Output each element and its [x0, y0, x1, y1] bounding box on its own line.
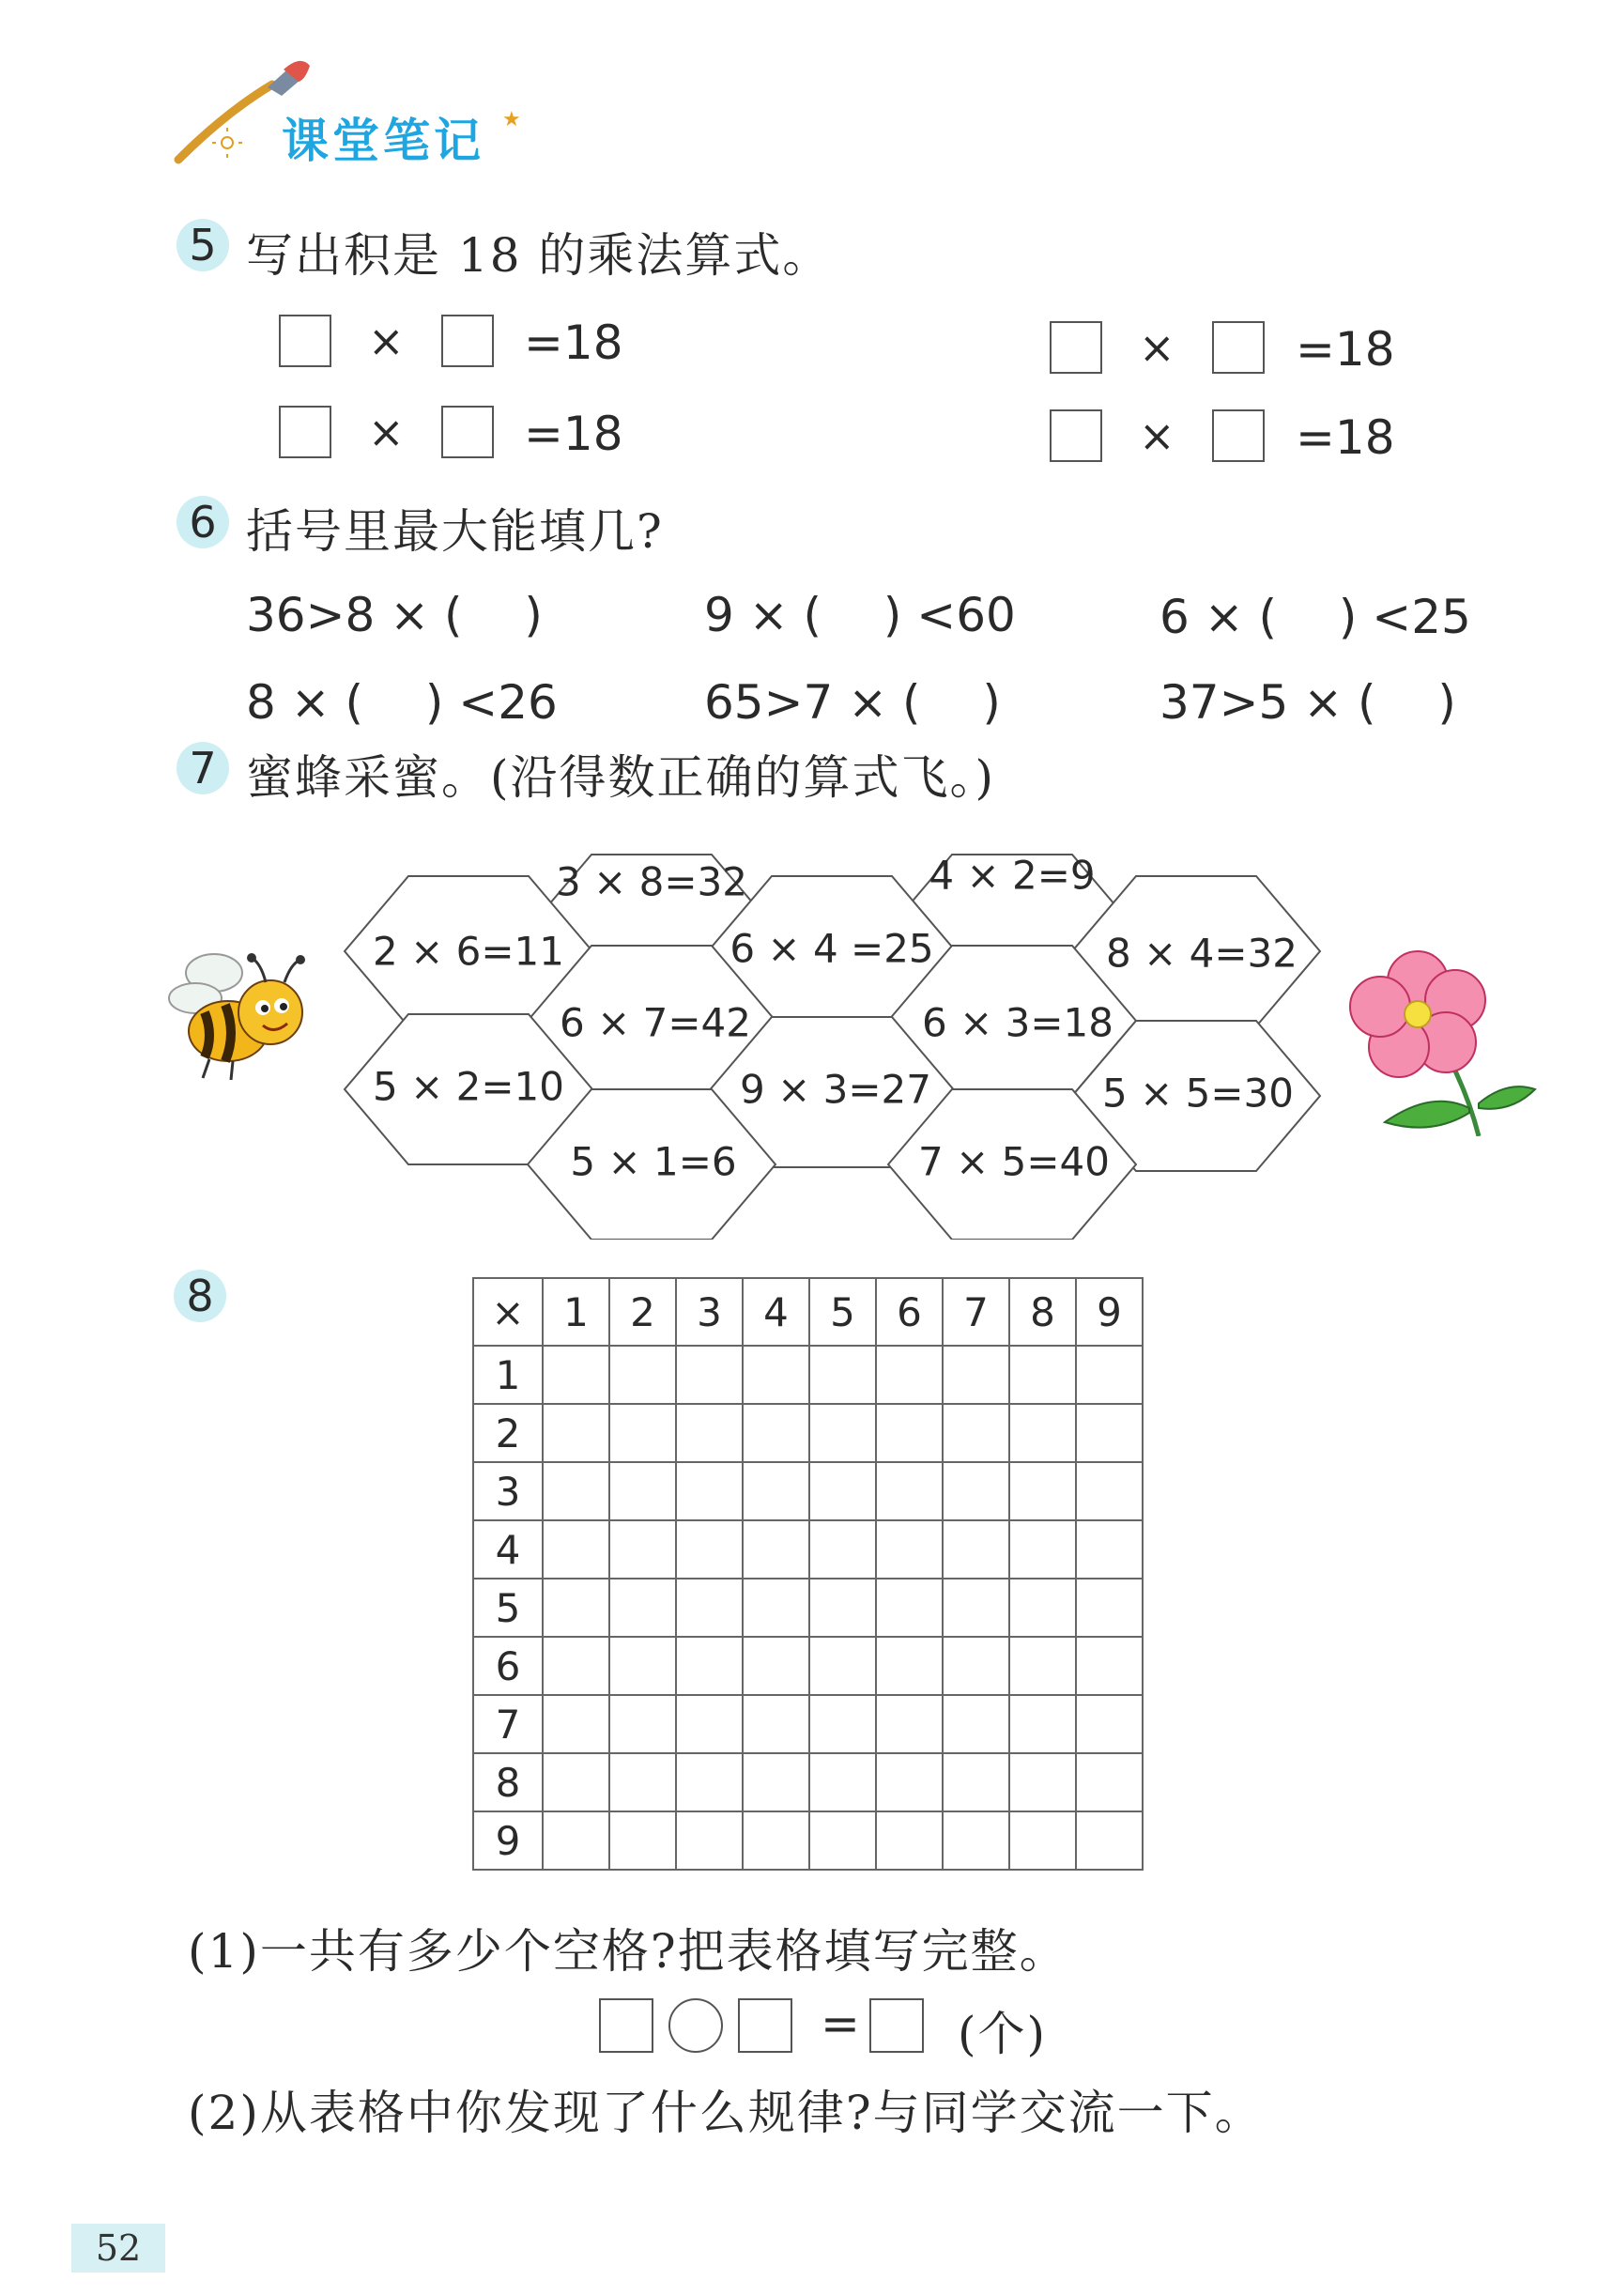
blank-cell[interactable] — [1009, 1695, 1076, 1753]
blank-cell[interactable] — [743, 1695, 809, 1753]
col-header: 3 — [676, 1278, 743, 1346]
blank-cell[interactable] — [1076, 1695, 1143, 1753]
table-row — [473, 1404, 1143, 1462]
blank-cell[interactable] — [676, 1811, 743, 1870]
row-header: 4 — [473, 1520, 543, 1579]
unit-label: (个) — [958, 2007, 1048, 2061]
hex-label-c10: 5 × 5=30 — [1102, 1070, 1294, 1117]
blank-cell[interactable] — [943, 1811, 1009, 1870]
blank-cell[interactable] — [1009, 1520, 1076, 1579]
blank-cell[interactable] — [809, 1753, 876, 1811]
blank-cell[interactable] — [1076, 1811, 1143, 1870]
table-row — [473, 1579, 1143, 1637]
blank-cell[interactable] — [676, 1462, 743, 1520]
blank-cell[interactable] — [543, 1579, 609, 1637]
table-row — [473, 1462, 1143, 1520]
equation-result: =18 — [1296, 322, 1395, 377]
col-header: 9 — [1076, 1278, 1143, 1346]
times-sign: × — [1139, 322, 1175, 373]
answer-box[interactable] — [279, 406, 331, 458]
q7-number: 7 — [177, 742, 229, 794]
blank-cell[interactable] — [676, 1404, 743, 1462]
table-row — [473, 1753, 1143, 1811]
blank-cell[interactable] — [743, 1637, 809, 1695]
blank-cell[interactable] — [676, 1579, 743, 1637]
blank-cell[interactable] — [609, 1753, 676, 1811]
q8-subquestion-1: (1)一共有多少个空格?把表格填写完整。 — [188, 1924, 1068, 1979]
blank-cell[interactable] — [676, 1520, 743, 1579]
blank-cell[interactable] — [809, 1346, 876, 1404]
equation-result: =18 — [524, 407, 623, 461]
answer-box[interactable] — [1212, 321, 1265, 374]
blank-cell[interactable] — [743, 1404, 809, 1462]
blank-cell[interactable] — [1076, 1520, 1143, 1579]
blank-cell[interactable] — [743, 1753, 809, 1811]
blank-cell[interactable] — [876, 1811, 943, 1870]
table-header-row — [473, 1278, 1143, 1346]
col-header: 5 — [809, 1278, 876, 1346]
table-row — [473, 1811, 1143, 1870]
blank-cell[interactable] — [543, 1346, 609, 1404]
blank-cell[interactable] — [743, 1520, 809, 1579]
q5-number: 5 — [177, 219, 229, 271]
answer-box[interactable] — [599, 1998, 653, 2053]
row-header: 8 — [473, 1753, 543, 1811]
blank-cell[interactable] — [876, 1346, 943, 1404]
blank-cell[interactable] — [943, 1346, 1009, 1404]
blank-cell[interactable] — [809, 1404, 876, 1462]
blank-cell[interactable] — [543, 1753, 609, 1811]
hex-label-c7: 6 × 3=18 — [922, 999, 1113, 1046]
blank-cell[interactable] — [1076, 1637, 1143, 1695]
star-icon: ★ — [502, 108, 521, 131]
blank-cell[interactable] — [609, 1637, 676, 1695]
blank-cell[interactable] — [609, 1462, 676, 1520]
hex-label-c5: 8 × 4=32 — [1106, 930, 1298, 977]
blank-cell[interactable] — [809, 1520, 876, 1579]
blank-cell[interactable] — [1009, 1346, 1076, 1404]
blank-cell[interactable] — [809, 1637, 876, 1695]
header-title: 课堂笔记 — [282, 114, 484, 168]
blank-cell[interactable] — [543, 1637, 609, 1695]
blank-cell[interactable] — [543, 1404, 609, 1462]
blank-cell[interactable] — [943, 1520, 1009, 1579]
table-row — [473, 1520, 1143, 1579]
answer-box[interactable] — [1050, 409, 1102, 462]
blank-cell[interactable] — [876, 1637, 943, 1695]
equation-result: =18 — [524, 316, 623, 370]
times-sign: × — [1139, 410, 1175, 461]
hex-label-c3: 2 × 6=11 — [373, 928, 564, 975]
blank-cell[interactable] — [609, 1811, 676, 1870]
blank-cell[interactable] — [609, 1520, 676, 1579]
blank-cell[interactable] — [543, 1695, 609, 1753]
table-row — [473, 1637, 1143, 1695]
q6-item[interactable]: 65>7 × ( ) — [704, 675, 1001, 730]
blank-cell[interactable] — [1009, 1637, 1076, 1695]
table-row — [473, 1346, 1143, 1404]
answer-box[interactable] — [1050, 321, 1102, 374]
blank-cell[interactable] — [943, 1695, 1009, 1753]
blank-cell[interactable] — [609, 1695, 676, 1753]
col-header: 4 — [743, 1278, 809, 1346]
answer-box[interactable] — [869, 1998, 924, 2053]
blank-cell[interactable] — [543, 1520, 609, 1579]
hex-label-c12: 7 × 5=40 — [918, 1138, 1110, 1185]
blank-cell[interactable] — [943, 1637, 1009, 1695]
equation-result: =18 — [1296, 410, 1395, 465]
blank-cell[interactable] — [943, 1579, 1009, 1637]
hex-label-c1: 3 × 8=32 — [556, 858, 747, 905]
row-header: 6 — [473, 1637, 543, 1695]
blank-cell[interactable] — [676, 1753, 743, 1811]
flower-illustration — [1338, 948, 1544, 1136]
blank-cell[interactable] — [609, 1579, 676, 1637]
blank-cell[interactable] — [876, 1579, 943, 1637]
blank-cell[interactable] — [1009, 1579, 1076, 1637]
blank-cell[interactable] — [1076, 1753, 1143, 1811]
answer-box[interactable] — [441, 315, 494, 367]
q6-item[interactable]: 36>8 × ( ) — [246, 588, 543, 642]
table-row — [473, 1695, 1143, 1753]
col-header: 1 — [543, 1278, 609, 1346]
blank-cell[interactable] — [1009, 1811, 1076, 1870]
col-header: 7 — [943, 1278, 1009, 1346]
row-header: 7 — [473, 1695, 543, 1753]
hex-label-c11: 5 × 1=6 — [570, 1138, 737, 1185]
blank-cell[interactable] — [743, 1346, 809, 1404]
answer-box[interactable] — [738, 1998, 792, 2053]
blank-cell[interactable] — [543, 1462, 609, 1520]
blank-cell[interactable] — [1076, 1579, 1143, 1637]
row-header: 5 — [473, 1579, 543, 1637]
corner-cell: × — [473, 1278, 543, 1346]
blank-cell[interactable] — [876, 1753, 943, 1811]
col-header: 6 — [876, 1278, 943, 1346]
blank-cell[interactable] — [876, 1404, 943, 1462]
blank-cell[interactable] — [1076, 1462, 1143, 1520]
q6-item[interactable]: 9 × ( ) <60 — [704, 588, 1016, 642]
blank-cell[interactable] — [876, 1520, 943, 1579]
blank-cell[interactable] — [809, 1695, 876, 1753]
blank-cell[interactable] — [743, 1462, 809, 1520]
blank-cell[interactable] — [943, 1404, 1009, 1462]
page-number: 52 — [71, 2224, 165, 2273]
answer-box[interactable] — [279, 315, 331, 367]
q6-item[interactable]: 6 × ( ) <25 — [1159, 590, 1471, 644]
times-sign: × — [368, 316, 405, 366]
blank-cell[interactable] — [743, 1579, 809, 1637]
q8-number: 8 — [174, 1270, 226, 1322]
row-header: 9 — [473, 1811, 543, 1870]
blank-cell[interactable] — [609, 1404, 676, 1462]
blank-cell[interactable] — [676, 1346, 743, 1404]
blank-cell[interactable] — [876, 1695, 943, 1753]
q6-item[interactable]: 37>5 × ( ) — [1159, 675, 1456, 730]
q6-title: 括号里最大能填几? — [246, 504, 664, 559]
blank-cell[interactable] — [809, 1811, 876, 1870]
q6-number: 6 — [177, 496, 229, 548]
row-header: 3 — [473, 1462, 543, 1520]
blank-cell[interactable] — [809, 1579, 876, 1637]
equals-sign: = — [821, 1996, 860, 2051]
q8-subquestion-2: (2)从表格中你发现了什么规律?与同学交流一下。 — [188, 2086, 1264, 2140]
hex-label-c4: 6 × 4 =25 — [729, 925, 934, 972]
blank-cell[interactable] — [676, 1637, 743, 1695]
hex-label-c8: 5 × 2=10 — [373, 1063, 564, 1110]
row-header: 2 — [473, 1404, 543, 1462]
blank-cell[interactable] — [1076, 1346, 1143, 1404]
hex-label-c9: 9 × 3=27 — [740, 1066, 931, 1113]
answer-box[interactable] — [1212, 409, 1265, 462]
blank-cell[interactable] — [943, 1753, 1009, 1811]
blank-cell[interactable] — [743, 1811, 809, 1870]
blank-cell[interactable] — [1076, 1404, 1143, 1462]
answer-box[interactable] — [441, 406, 494, 458]
operator-circle[interactable] — [668, 1998, 723, 2053]
blank-cell[interactable] — [1009, 1404, 1076, 1462]
blank-cell[interactable] — [809, 1462, 876, 1520]
header-logo — [169, 56, 526, 169]
blank-cell[interactable] — [543, 1811, 609, 1870]
hex-label-c2: 4 × 2=9 — [929, 852, 1096, 899]
col-header: 8 — [1009, 1278, 1076, 1346]
blank-cell[interactable] — [676, 1695, 743, 1753]
q5-title: 写出积是 18 的乘法算式。 — [246, 228, 832, 283]
times-sign: × — [368, 407, 405, 457]
blank-cell[interactable] — [609, 1346, 676, 1404]
q7-title: 蜜蜂采蜜。(沿得数正确的算式飞。) — [246, 750, 996, 805]
q6-item[interactable]: 8 × ( ) <26 — [246, 675, 558, 730]
row-header: 1 — [473, 1346, 543, 1404]
blank-cell[interactable] — [1009, 1753, 1076, 1811]
blank-cell[interactable] — [876, 1462, 943, 1520]
blank-cell[interactable] — [943, 1462, 1009, 1520]
blank-cell[interactable] — [1009, 1462, 1076, 1520]
col-header: 2 — [609, 1278, 676, 1346]
hex-label-c6: 6 × 7=42 — [560, 999, 751, 1046]
multiplication-table — [472, 1277, 1144, 1871]
